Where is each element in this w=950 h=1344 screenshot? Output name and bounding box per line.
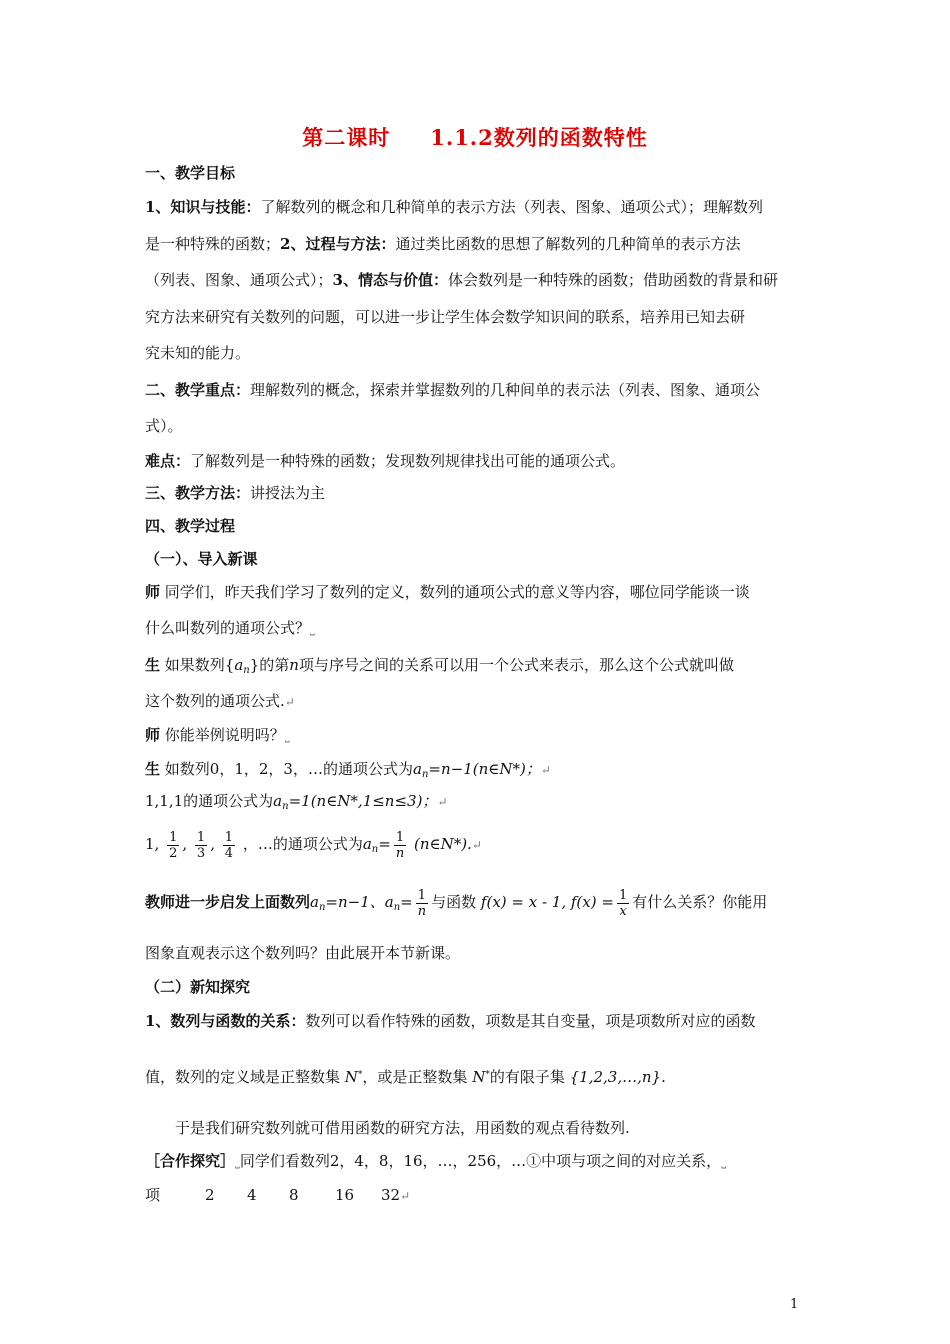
paragraph-mark-icon: ↵	[400, 1189, 411, 1203]
term-row-label: 项	[145, 1186, 161, 1204]
space-mark-icon: ⎵	[721, 1155, 726, 1169]
space-mark-icon: ⎵	[235, 1155, 240, 1169]
cooperative-inquiry-line: ［合作探究］⎵同学们看数列2，4，8，16，…，256，…①中项与项之间的对应关系，⎵	[145, 1152, 726, 1170]
objectives-line-4: 究方法来研究有关数列的问题，可以进一步让学生体会数学知识间的联系，培养用已知去研	[145, 308, 746, 326]
hence-line: 于是我们研究数列就可借用函数的研究方法，用函数的观点看待数列.	[175, 1119, 630, 1137]
teacher-prompt-line-1: 教师进一步启发上面数列$a_n=n-1$、$a_n=$ $\frac{1}{n}$ 与函数 f(x) = x - 1, f(x) = $\frac{1}{x}$ 有什么关系？你能用	[145, 887, 768, 919]
page-number: 1	[790, 1297, 799, 1312]
student-example-2: 1,1,1的通项公式为$a_n=1(n\in N*,1\le n\le 3)$；↵	[145, 792, 448, 812]
document-title: 第二课时 1.1.2数列的函数特性	[302, 125, 648, 150]
student-line-1: 生 如果数列$\{a_n\}$的第n项与序号之间的关系可以用一个公式来表示，那么这个公式就叫做	[145, 656, 734, 676]
objectives-line-1: 1、知识与技能：了解数列的概念和几种简单的表示方法（列表、图象、通项公式）；理解数列	[145, 198, 763, 216]
fraction-third: $\frac{1}{3}$	[196, 829, 206, 861]
teacher-line-1: 师 同学们，昨天我们学习了数列的定义，数列的通项公式的意义等内容，哪位同学能谈一谈	[145, 583, 750, 601]
fraction-half: $\frac{1}{2}$	[169, 829, 178, 861]
key-points-line-1: 二、教学重点：理解数列的概念，探索并掌握数列的几种间单的表示法（列表、图象、通项公	[145, 381, 761, 399]
relation-line-1: 1、数列与函数的关系：数列可以看作特殊的函数，项数是其自变量，项是项数所对应的函数	[145, 1012, 756, 1030]
teacher-prompt-line-2: 图象直观表示这个数列吗？由此展开本节新课。	[145, 944, 461, 962]
paragraph-mark-icon: ↵	[540, 763, 551, 777]
space-mark-icon: ⎵	[310, 622, 315, 636]
paragraph-mark-icon: ↵	[284, 695, 295, 709]
section-intro: （一）、导入新课	[145, 550, 258, 568]
objectives-line-2: 是一种特殊的函数；2、过程与方法：通过类比函数的思想了解数列的几种简单的表示方法	[145, 235, 741, 253]
term-value: 32	[381, 1186, 401, 1204]
difficulty-line: 难点：了解数列是一种特殊的函数；发现数列规律找出可能的通项公式。	[145, 452, 626, 470]
section-new-knowledge: （二）新知探究	[145, 978, 251, 996]
objectives-line-3: （列表、图象、通项公式）；3、情态与价值：体会数列是一种特殊的函数；借助函数的背景和研	[145, 271, 778, 289]
term-value: 2	[205, 1186, 215, 1204]
paragraph-mark-icon: ↵	[437, 795, 448, 809]
fraction-one-over-n: $\frac{1}{n}$	[417, 887, 427, 919]
teacher-question: 师 你能举例说明吗？⎵	[145, 726, 290, 744]
relation-line-2: 值，数列的定义域是正整数集 N*，或是正整数集 N*的有限子集 {1,2,3,…,n}.	[145, 1068, 666, 1086]
term-row	[145, 1184, 810, 1207]
fraction-quarter: $\frac{1}{4}$	[224, 829, 234, 861]
method-line: 三、教学方法：讲授法为主	[145, 484, 326, 502]
heading-objectives: 一、教学目标	[145, 164, 236, 182]
key-points-line-2: 式）。	[145, 417, 183, 435]
student-line-2: 这个数列的通项公式.↵	[145, 692, 295, 710]
teacher-line-2: 什么叫数列的通项公式？⎵	[145, 619, 315, 637]
student-example-1: 生 如数列0，1，2，3，…的通项公式为$a_n=n-1(n\in N*)$；↵	[145, 760, 551, 780]
term-value: 4	[247, 1186, 257, 1204]
term-value: 8	[289, 1186, 299, 1204]
fraction-one-over-x: $\frac{1}{x}$	[618, 887, 628, 919]
objectives-line-5: 究未知的能力。	[145, 344, 251, 362]
fraction-one-over-n: $\frac{1}{n}$	[395, 829, 405, 861]
heading-process: 四、教学过程	[145, 517, 236, 535]
student-example-3: 1, $\frac{1}{2}$ , $\frac{1}{3}$ , $\frac{1}{4}$ ，…的通项公式为$a_n=$ $\frac{1}{n}$ (n∈N*).↵	[145, 829, 482, 861]
space-mark-icon: ⎵	[284, 729, 290, 743]
term-value: 16	[335, 1186, 355, 1204]
paragraph-mark-icon: ↵	[471, 838, 482, 852]
